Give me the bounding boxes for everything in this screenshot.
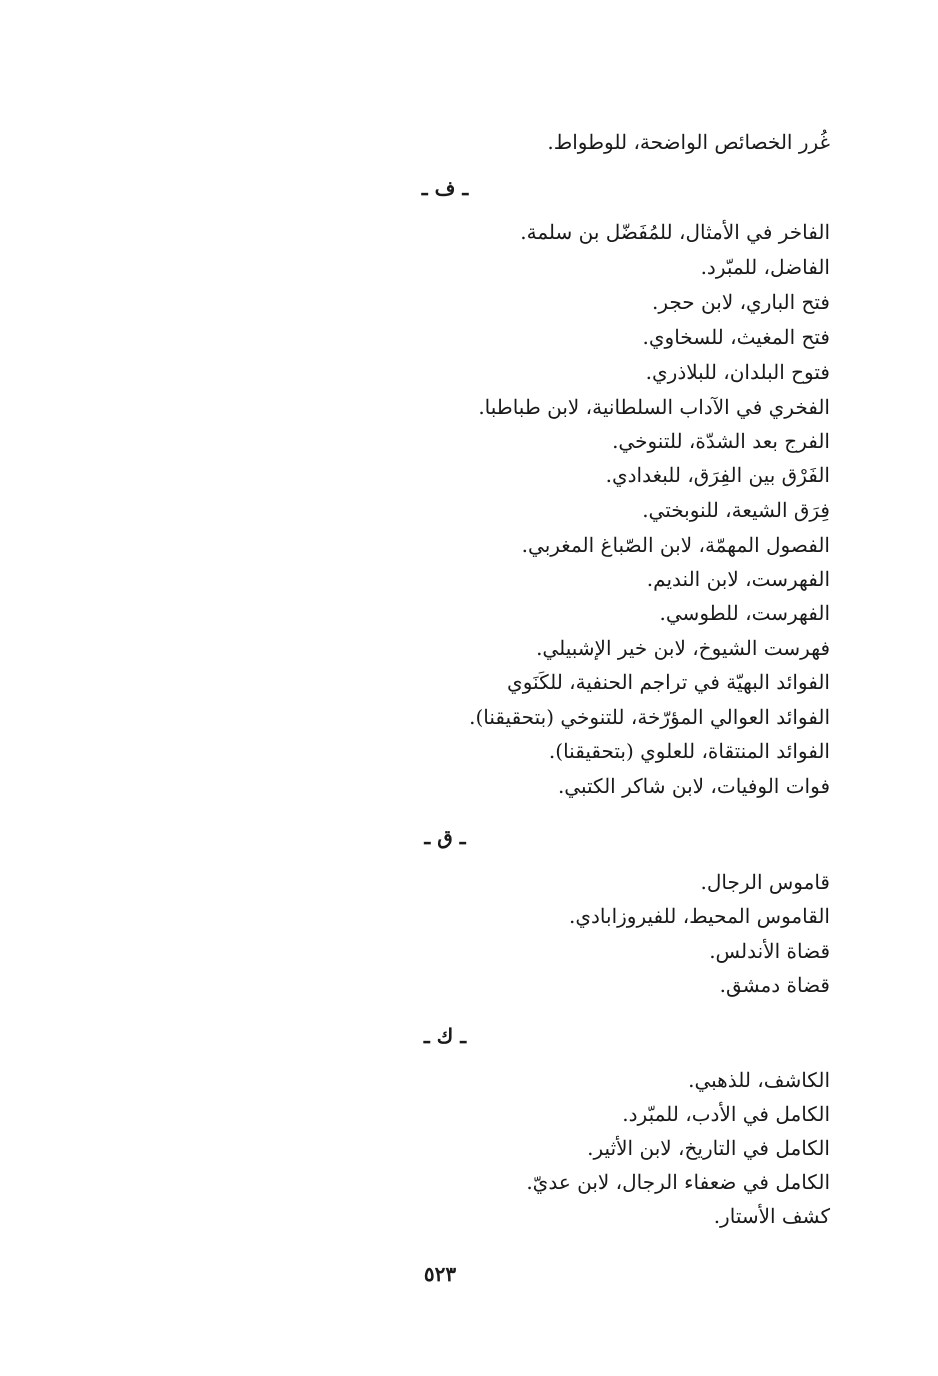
bibliography-entry: الفوائد البهيّة في تراجم الحنفية، للكَنَوي <box>507 670 830 694</box>
bibliography-entry: الفرج بعد الشدّة، للتنوخي. <box>612 429 830 453</box>
bibliography-entry: الفوائد المنتقاة، للعلوي (بتحقيقنا). <box>548 739 830 763</box>
bibliography-entry: الفاضل، للمبّرد. <box>700 255 830 279</box>
bibliography-entry: الفخري في الآداب السلطانية، لابن طباطبا. <box>478 395 830 419</box>
bibliography-entry: قضاة الأندلس. <box>709 939 830 963</box>
bibliography-entry: فتوح البلدان، للبلاذري. <box>645 360 830 384</box>
bibliography-entry: الفهرست، للطوسي. <box>659 601 830 625</box>
bibliography-entry: الفَرْق بين الفِرَق، للبغدادي. <box>605 463 830 487</box>
bibliography-entry: فوات الوفيات، لابن شاكر الكتبي. <box>557 774 830 798</box>
bibliography-entry: غُرر الخصائص الواضحة، للوطواط. <box>547 130 830 154</box>
bibliography-entry: الفاخر في الأمثال، للمُفَضّل بن سلمة. <box>520 220 830 244</box>
bibliography-entry: فهرست الشيوخ، لابن خير الإشبيلي. <box>536 636 830 660</box>
section-heading-kaf: ـ ك ـ <box>423 1024 467 1048</box>
section-heading-fa: ـ ف ـ <box>421 176 469 200</box>
bibliography-entry: الفصول المهمّة، لابن الصّباغ المغربي. <box>521 533 830 557</box>
bibliography-entry: الكامل في ضعفاء الرجال، لابن عديّ. <box>526 1170 830 1194</box>
bibliography-entry: الكامل في التاريخ، لابن الأثير. <box>587 1136 830 1160</box>
bibliography-entry: كشف الأستار. <box>713 1204 830 1228</box>
bibliography-entry: الفهرست، لابن النديم. <box>646 567 830 591</box>
section-heading-qaf: ـ ق ـ <box>424 825 466 849</box>
bibliography-entry: فتح المغيث، للسخاوي. <box>642 325 830 349</box>
bibliography-entry: فتح الباري، لابن حجر. <box>652 290 830 314</box>
bibliography-entry: قاموس الرجال. <box>700 870 830 894</box>
bibliography-entry: قضاة دمشق. <box>719 973 830 997</box>
bibliography-entry: الفوائد العوالي المؤرّخة، للتنوخي (بتحقيقنا). <box>469 705 830 729</box>
bibliography-entry: فِرَق الشيعة، للنوبختي. <box>642 498 830 522</box>
bibliography-entry: الكاشف، للذهبي. <box>688 1068 830 1092</box>
bibliography-entry: القاموس المحيط، للفيروزابادي. <box>569 904 830 928</box>
page-number: ٥٢٣ <box>423 1262 457 1286</box>
bibliography-entry: الكامل في الأدب، للمبّرد. <box>622 1102 830 1126</box>
